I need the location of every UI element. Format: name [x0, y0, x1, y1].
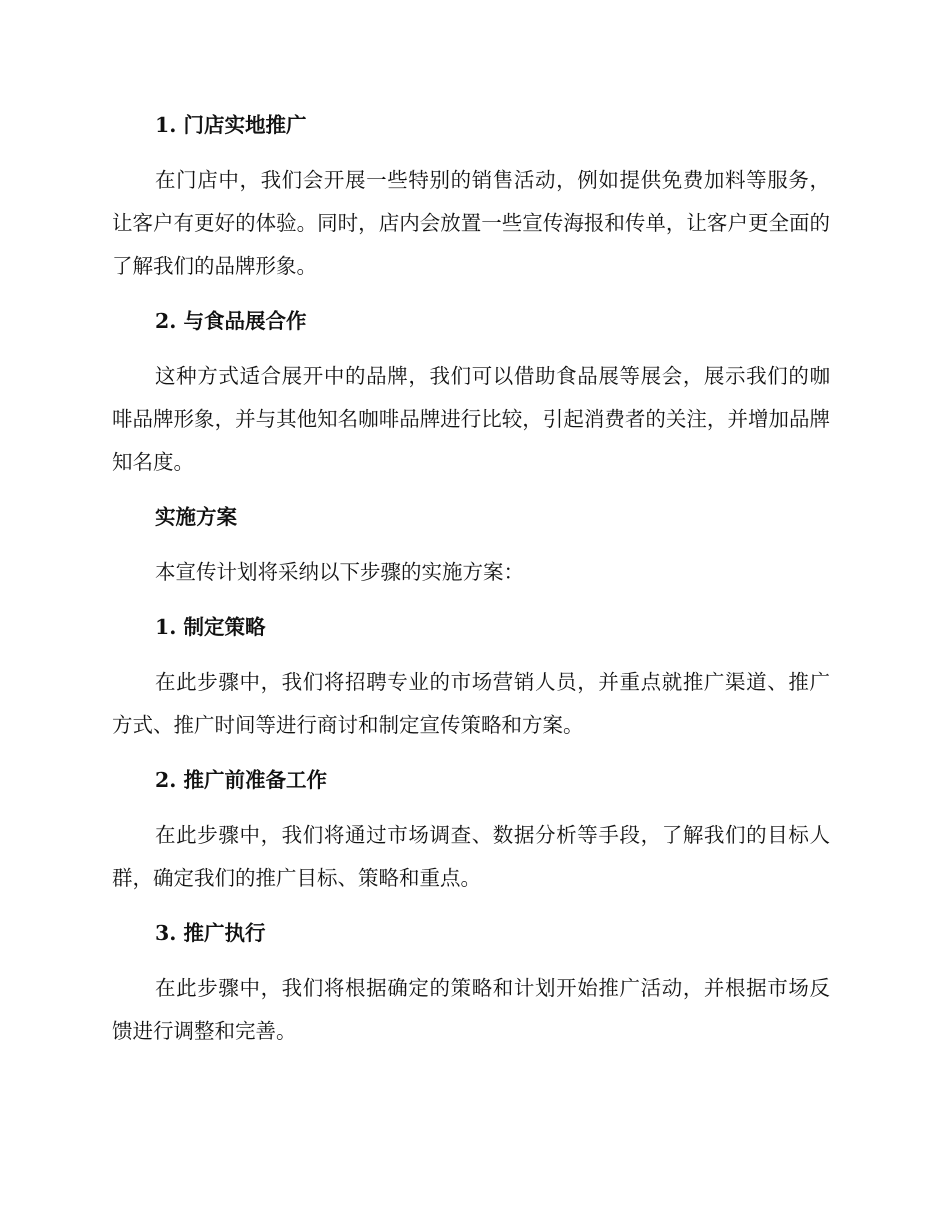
section-heading-preparation: 2. 推广前准备工作 [155, 768, 328, 792]
document-page [112, 104, 830, 1065]
section-heading-store-promotion: 1. 门店实地推广 [155, 113, 307, 137]
section-heading-implementation: 实施方案 [155, 505, 237, 529]
section-heading-strategy: 1. 制定策略 [155, 615, 266, 639]
paragraph-preparation: 在此步骤中，我们将通过市场调查、数据分析等手段，了解我们的目标人群，确定我们的推广目标、策略和重点。 [112, 823, 830, 890]
paragraph-food-expo: 这种方式适合展开中的品牌，我们可以借助食品展等展会，展示我们的咖啡品牌形象，并与其他知名咖啡品牌进行比较，引起消费者的关注，并增加品牌知名度。 [112, 364, 830, 474]
paragraph-strategy: 在此步骤中，我们将招聘专业的市场营销人员，并重点就推广渠道、推广方式、推广时间等进行商讨和制定宣传策略和方案。 [112, 670, 830, 737]
paragraph-store-promotion: 在门店中，我们会开展一些特别的销售活动，例如提供免费加料等服务，让客户有更好的体验。同时，店内会放置一些宣传海报和传单，让客户更全面的了解我们的品牌形象。 [112, 168, 830, 278]
section-heading-execution: 3. 推广执行 [155, 921, 266, 945]
section-heading-food-expo: 2. 与食品展合作 [155, 309, 307, 333]
paragraph-execution: 在此步骤中，我们将根据确定的策略和计划开始推广活动，并根据市场反馈进行调整和完善。 [112, 976, 830, 1043]
paragraph-implementation-intro: 本宣传计划将采纳以下步骤的实施方案： [155, 560, 524, 584]
